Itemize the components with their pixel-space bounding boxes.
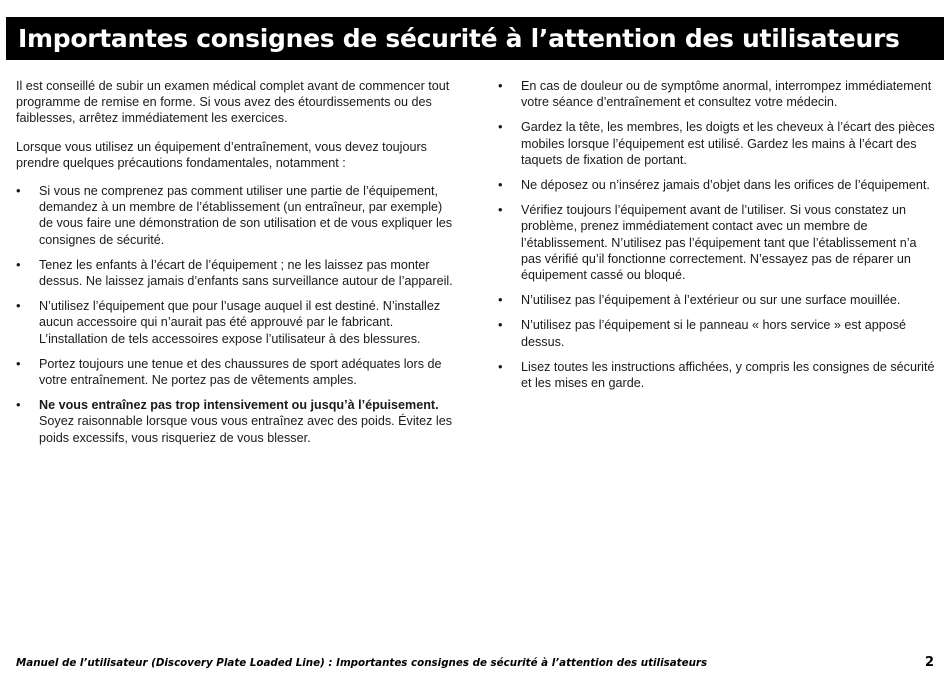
bullet-icon: • bbox=[498, 358, 503, 374]
bullet-icon: • bbox=[16, 397, 21, 413]
bullet-icon: • bbox=[498, 177, 503, 193]
list-item bbox=[498, 177, 938, 193]
list-item bbox=[498, 359, 938, 391]
list-item bbox=[498, 317, 938, 349]
list-item-text: Tenez les enfants à l’écart de l’équipement ; ne les laissez pas monter dessus. Ne laissez jamais d’enfants sans surveillance autour de l’appareil. bbox=[39, 257, 453, 289]
bullet-icon: • bbox=[16, 183, 21, 199]
list-item bbox=[16, 183, 456, 248]
bullet-icon: • bbox=[498, 317, 503, 333]
bullet-icon: • bbox=[498, 202, 503, 218]
page-number: 2 bbox=[924, 655, 934, 670]
list-item bbox=[498, 292, 938, 308]
list-item-text: Portez toujours une tenue et des chaussures de sport adéquates lors de votre entraînement. Ne portez pas de vêtements amples. bbox=[39, 356, 442, 388]
list-item bbox=[498, 119, 938, 168]
bullet-icon: • bbox=[498, 78, 503, 93]
bullet-icon: • bbox=[498, 292, 503, 308]
list-item-text: N’utilisez pas l’équipement si le panneau « hors service » est apposé dessus. bbox=[521, 318, 907, 349]
list-item bbox=[16, 298, 456, 347]
right-column bbox=[498, 78, 938, 400]
bullet-icon: • bbox=[16, 256, 21, 272]
list-item bbox=[16, 397, 456, 446]
list-item bbox=[16, 257, 456, 289]
bullet-icon: • bbox=[16, 355, 21, 371]
safety-list bbox=[16, 183, 456, 446]
list-item-text: N’utilisez l’équipement que pour l’usage auquel il est destiné. N’installez aucun accessoire qui n’aurait pas été approuvé par le fabricant. L’installation de tels accessoires expose l’utilisateur à des blessures. bbox=[39, 299, 441, 346]
bullet-icon: • bbox=[498, 119, 503, 135]
left-column bbox=[16, 78, 456, 455]
list-item bbox=[16, 356, 456, 388]
page-title: Importantes consignes de sécurité à l’attention des utilisateurs bbox=[18, 24, 900, 53]
safety-list bbox=[498, 78, 938, 391]
list-item-emphasis: Ne vous entraînez pas trop intensivement ou jusqu’à l’épuisement. bbox=[39, 398, 439, 413]
intro-paragraph: Il est conseillé de subir un examen médical complet avant de commencer tout programme de remise en forme. Si vous avez des étourdissements ou des faiblesses, arrêtez immédiatement les exercices. bbox=[16, 79, 450, 126]
list-item-text: En cas de douleur ou de symptôme anormal, interrompez immédiatement votre séance d’entraînement et consultez votre médecin. bbox=[521, 79, 932, 110]
list-item-text: Vérifiez toujours l’équipement avant de l’utiliser. Si vous constatez un problème, prenez immédiatement contact avec un membre de l’établissement. N’utilisez pas l’équipement tant que l’établissement n’a pas vérifié qu’il fonctionne correctement. N’essayez pas de réparer un équipement cassé ou bloqué. bbox=[521, 203, 917, 283]
intro-paragraph: Lorsque vous utilisez un équipement d’entraînement, vous devez toujours prendre quelques précautions fondamentales, notamment : bbox=[16, 139, 427, 170]
list-item-text: Si vous ne comprenez pas comment utiliser une partie de l’équipement, demandez à un membre de l’établissement (un entraîneur, par exemple) de vous faire une démonstration de son utilisation et de vous expliquer les consignes de sécurité. bbox=[39, 184, 453, 247]
footer-text: Manuel de l’utilisateur (Discovery Plate Loaded Line) : Importantes consignes de sécurité à l’attention des utilisateurs bbox=[16, 657, 708, 669]
list-item bbox=[498, 202, 938, 283]
list-item-text: Lisez toutes les instructions affichées, y compris les consignes de sécurité et les mises en garde. bbox=[521, 359, 935, 391]
list-item-text: Soyez raisonnable lorsque vous vous entraînez avec des poids. Évitez les poids excessifs, vous risqueriez de vous blesser. bbox=[39, 414, 453, 445]
list-item-text: N’utilisez pas l’équipement à l’extérieur ou sur une surface mouillée. bbox=[521, 293, 901, 308]
list-item bbox=[498, 78, 938, 110]
list-item-text: Ne déposez ou n’insérez jamais d’objet dans les orifices de l’équipement. bbox=[521, 178, 930, 193]
title-bar bbox=[6, 17, 944, 60]
bullet-icon: • bbox=[16, 298, 21, 314]
list-item-text: Gardez la tête, les membres, les doigts et les cheveux à l’écart des pièces mobiles lorsque l’équipement est utilisé. Gardez les mains à l’écart des taquets de fixation de portant. bbox=[521, 120, 935, 167]
